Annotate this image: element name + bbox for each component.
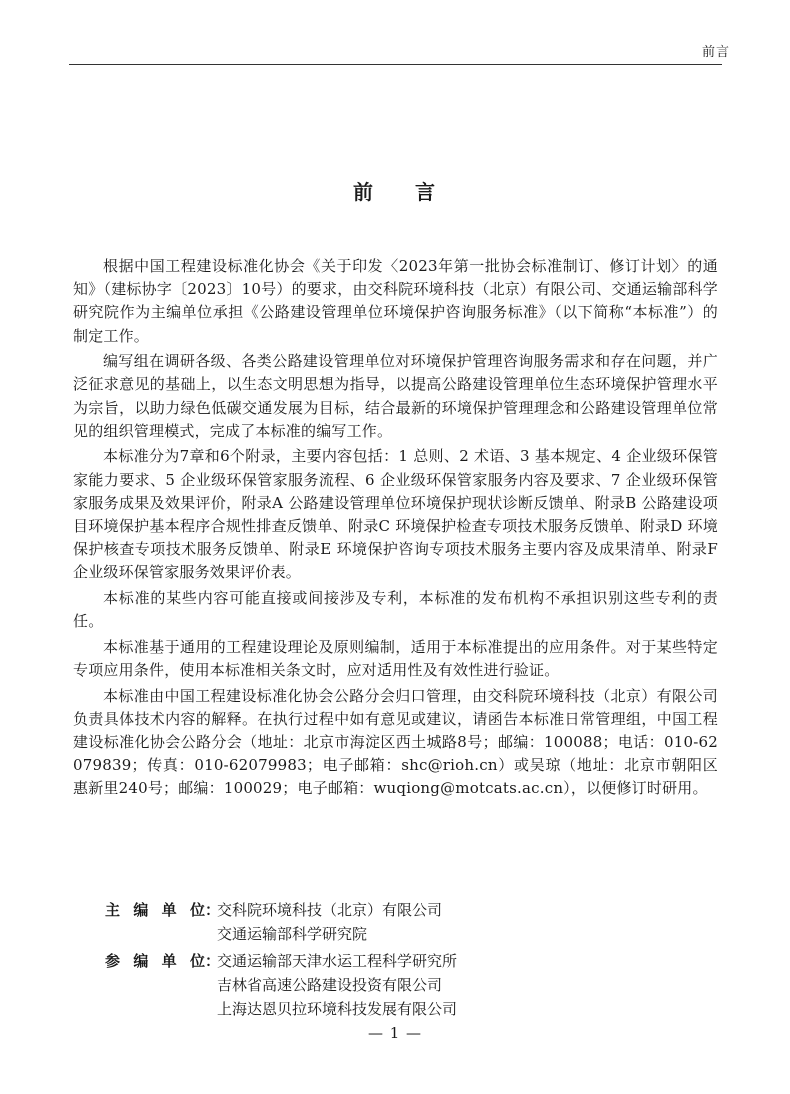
page-number: — 1 —: [367, 1024, 423, 1042]
paragraph: 本标准的某些内容可能直接或间接涉及专利，本标准的发布机构不承担识别这些专利的责任。: [73, 589, 718, 631]
chief-editor-group: [105, 898, 705, 946]
participating-editor-label-wrap: 参编单位：: [105, 949, 217, 1021]
participating-editor-unit: 交通运输部天津水运工程科学研究所: [217, 952, 458, 970]
title-left-char: 前: [353, 180, 375, 204]
chief-editor-unit: 交科院环境科技（北京）有限公司: [217, 901, 443, 919]
paragraph: 本标准分为7章和6个附录，主要内容包括：1 总则、2 术语、3 基本规定、4 企业级环保管家能力要求、5 企业级环保管家服务流程、6 企业级环保管家服务内容及要求、7 企业级环保管家服务成果及效果评价，附录A 公路建设管理单位环境保护现状诊断反馈单、附录B 公路建设项目环境保护基本程序合规性排查反馈单、附录C 环境保护检查专项技术服务反馈单、附录D 环境保护核查专项技术服务反馈单、附录E 环境保护咨询专项技术服务主要内容及成果清单、附录F 企业级环保管家服务效果评价表。: [73, 447, 718, 582]
title-right-char: 言: [415, 180, 437, 204]
participating-editor-unit: 吉林省高速公路建设投资有限公司: [217, 976, 443, 994]
paragraph: 编写组在调研各级、各类公路建设管理单位对环境保护管理咨询服务需求和存在问题，并广泛征求意见的基础上，以生态文明思想为指导，以提高公路建设管理单位生态环境保护管理水平为宗旨，以助力绿色低碳交通发展为目标，结合最新的环境保护管理理念和公路建设管理单位常见的组织管理模式，完成了本标准的编写工作。: [73, 352, 718, 440]
running-head: 前言: [701, 45, 730, 60]
paragraph: 本标准基于通用的工程建设理论及原则编制，适用于本标准提出的应用条件。对于某些特定专项应用条件，使用本标准相关条文时，应对适用性及有效性进行验证。: [73, 637, 718, 680]
editor-units: [105, 898, 705, 1024]
chief-editor-label-wrap: 主编单位：: [105, 898, 217, 946]
participating-editor-list: [217, 949, 457, 1021]
chief-editor-list: [217, 898, 442, 946]
page-title: [0, 176, 790, 205]
participating-editor-label: 参编单位: [105, 952, 205, 970]
header-rule: [69, 64, 722, 65]
participating-editor-group: [105, 949, 705, 1021]
paragraph: 本标准由中国工程建设标准化协会公路分会归口管理，由交科院环境科技（北京）有限公司负责具体技术内容的解释。在执行过程中如有意见或建议，请函告本标准日常管理组，中国工程建设标准化协会公路分会（地址：北京市海淀区西土城路8号；邮编：100088；电话：010-62079839；传真：010-62079983；电子邮箱：shc@rioh.cn）或吴琼（地址：北京市朝阳区惠新里240号；邮编：100029；电子邮箱：wuqiong@motcats.ac.cn），以便修订时研用。: [73, 686, 718, 798]
foreword-body: [73, 255, 718, 801]
chief-editor-unit: 交通运输部科学研究院: [217, 925, 368, 943]
paragraph: 根据中国工程建设标准化协会《关于印发〈2023年第一批协会标准制订、修订计划〉的通知》（建标协字〔2023〕10号）的要求，由交科院环境科技（北京）有限公司、交通运输部科学研究院作为主编单位承担《公路建设管理单位环境保护咨询服务标准》（以下简称“本标准”）的制定工作。: [73, 257, 718, 345]
chief-editor-label: 主编单位: [105, 901, 205, 919]
participating-editor-unit: 上海达恩贝拉环境科技发展有限公司: [217, 1000, 458, 1018]
